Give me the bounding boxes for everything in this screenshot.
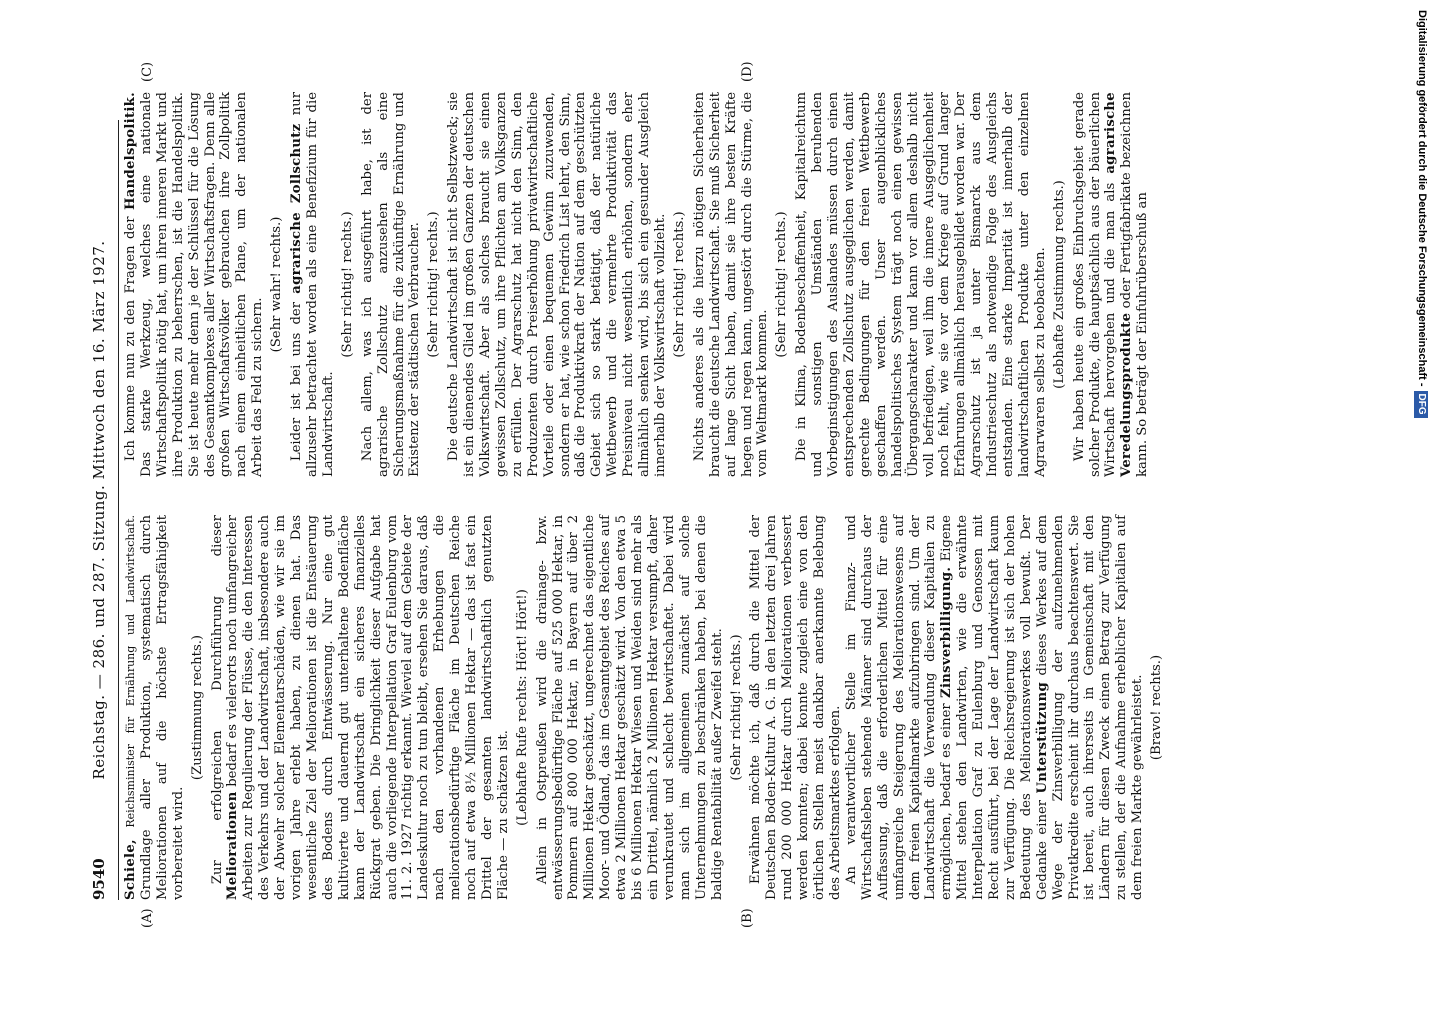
left-column [123,515,1169,900]
paragraph-text: Das starke Werkzeug, welches eine nationale Wirtschaftspolitik nötig hat, um ihren inneren Markt und ihre Produktion zu beherrschen, ist die Handelspolitik. Sie ist heute mehr denn je der Schlüssel für die Lösung des Gesamtkomplexes aller Wirtschaftsfragen. Denn alle großen Wirtschaftsvölker gebrauchen ihre Zollpolitik nach einem einheitlichen Plane, um der nationalen Arbeit das Feld zu sichern. [138,92,266,477]
paragraph-text: oder Fertigfabrikate bezeichnen kann. So beträgt der Einfuhrüberschuß an [1119,92,1151,477]
paragraph: Allein in Ostpreußen wird die drainage- bzw. entwässerungsbedürftige Fläche auf 525 000 Hektar, in Pommern auf 800 000 Hektar, in Bayern auf über 2 Millionen Hektar geschätzt, ungerechnet das eigentliche Moor- und Ödland, das im Gesamtgebiet des Reiches auf etwa 2 Millionen Hektar geschätzt wird. Von den etwa 5 bis 6 Millionen Hektar Wiesen und Weiden sind mehr als ein Drittel, nämlich 2 Millionen Hektar versumpft, daher verunkrautet und schlecht bewirtschaftet. Dabei wird man sich im allgemeinen zunächst auf solche Unternehmungen zu beschränken haben, bei denen die baldige Rentabilität außer Zweifel steht. [534,515,725,900]
paragraph-text: dieses Werkes auf dem Wege der Zinsverbilligung der aufzunehmenden Privatkredite erscheint ihr durchaus beachtenswert. Sie ist bereit, auch ihrerseits in Gemeinschaft mit den Ländern für diesen Zweck einen Betrag zur Verfügung zu stellen, der die Aufnahme erheblicher Kapitalien auf dem freien Markte gewährleistet. [1034,515,1146,900]
paragraph-text: nur allzusehr betrachtet worden als eine Benefizium für die Landwirtschaft. [289,92,336,477]
paragraph: Nichts anderes als die hierzu nötigen Sicherheiten braucht die deutsche Landwirtschaft. Sie muß Sicherheit auf lange Sicht haben, damit sie ihre besten Kräfte hegen und regen kann, ungestört durch die Stürme, die vom Weltmarkt kommen. [691,92,771,477]
interjection: (Sehr wahr! rechts.) [269,216,285,353]
funding-note-text: Digitalisierung gefördert durch die Deutsche Forschungsgemeinschaft - [1416,10,1428,387]
interjection: (Sehr richtig! rechts.) [728,634,744,781]
dfg-logo: DFG [1414,391,1428,418]
paragraph [123,515,187,900]
margin-marker-d: (D) [740,61,755,82]
header-rule [118,120,119,900]
right-column [123,92,1151,477]
interjection: (Sehr richtig! rechts.) [671,211,687,358]
interjection: (Lebhafte Rufe rechts: Hört! Hört!) [514,589,530,826]
emphasis: Zinsverbilligung. [939,566,955,698]
margin-marker-a: (A) [140,908,155,928]
paragraph [123,92,266,477]
emphasis: Unterstützung [1034,681,1050,794]
emphasis: agrarische Zollschutz [289,123,305,294]
funding-note [1410,0,1434,1010]
speaker-role: Reichsminister für Ernährung und Landwirtschaft. [124,515,137,828]
margin-marker-b: (B) [740,908,755,928]
session-title: Reichstag. — 286. und 287. Sitzung. Mittwoch den 16. März 1927. [90,240,108,780]
emphasis: Handelspolitik. [123,92,138,211]
paragraph-text: An verantwortlicher Stelle im Finanz- und Wirtschaftsleben stehende Männer sind durchaus der Auffassung, daß die erforderlichen Mittel für eine umfangreiche Steigerung des Meliorationswesens auf dem freien Kapitalmarkte aufzubringen sind. Um der Landwirtschaft die Verwendung dieser Kapitalien zu ermöglichen, bedarf es einer [843,515,955,900]
paragraph [844,515,1146,900]
emphasis: agrarische Veredelungsprodukte [1103,92,1135,477]
interjection: (Sehr richtig! rechts.) [426,211,442,358]
paragraph-text: Eigene Mittel stehen den Landwirten, wie die erwähnte Interpellation Graf zu Eulenburg und Genossen mit Recht ausführt, bei der Lage der Landwirtschaft kaum zur Verfügung. Die Reichsregierung ist sich der hohen Bedeutung des Meliorationswerkes voll bewußt. Der Gedanke einer [939,515,1050,900]
page-header [80,120,116,900]
emphasis: Meliorationen [225,791,241,900]
page-number: 9540 [90,858,108,900]
paragraph-text: Zur erfolgreichen Durchführung dieser [209,515,225,885]
interjection: (Lebhafte Zustimmung rechts.) [1051,180,1067,389]
paragraph-text: Ich komme nun zu den Fragen der [123,216,138,462]
paragraph [1072,92,1152,477]
paragraph [289,92,337,477]
paragraph: Die in Klima, Bodenbeschaffenheit, Kapitalreichtum und sonstigen Umständen beruhenden Vorbeginstigungen des Auslandes müssen durch einen entsprechenden Zollschutz ausgeglichen werden, damit gerechte Bedingungen für den freien Wettbewerb geschaffen werden. Unser augenblickliches handelspolitisches System trägt noch einen gewissen Übergangscharakter und kann vor allem deshalb nicht voll befriedigen, weil ihm die innere Ausgeglichenheit noch fehlt, wie sie vor dem Kriege auf Grund langer Erfahrungen allmählich herausgebildet worden war. Der Agrarschutz ist ja unter Bismarck aus dem Industrieschutz als notwendige Folge des Ausgleichs entstanden. Eine starke Imparität ist innerhalb der landwirtschaftlichen Produkte unter den einzelnen Agrarwaren selbst zu beobachten. [794,92,1048,477]
paragraph: Die deutsche Landwirtschaft ist nicht Selbstzweck; sie ist ein dienendes Glied im großen Ganzen der deutschen Volkswirtschaft. Aber als solches braucht sie einen gewissen Zollschutz, um ihre Pflichten am Volksganzen zu erfüllen. Der Agrarschutz hat nicht den Sinn, den Produzenten durch Preiserhöhung privatwirtschaftliche Vorteile oder einen bequemen Gewinn zuzuwenden, sondern er hat, wie schon Friedrich List lehrt, den Sinn, daß die Produktivkraft der Nation auf dem geschützten Gebiet sich so stark betätigt, daß der natürliche Wettbewerb und die vermehrte Produktivität das Preisniveau nicht wesentlich erhöhen, sondern eher allmählich senken wird, bis sich ein gesunder Ausgleich innerhalb der Volkswirtschaft vollzieht. [446,92,668,477]
paragraph-text: Wir haben heute ein großes Einbruchsgebiet gerade solcher Produkte, die hauptsächlich aus der bäuerlichen Wirtschaft hervorgehen und die man als [1071,92,1119,477]
paragraph-text: Leider ist bei uns der [289,301,305,462]
funding-note-strip [1410,0,1434,1000]
paragraph: Nach allem, was ich ausgeführt habe, ist der agrarische Zollschutz anzusehen als eine Sicherungsmaßnahme für die zukünftige Ernährung und Existenz der städtischen Verbraucher. [359,92,423,477]
interjection: (Sehr richtig! rechts.) [339,211,355,358]
margin-marker-c: (C) [140,61,155,82]
speaker-name: Schiele, [123,839,138,900]
paragraph: Erwähnen möchte ich, daß durch die Mittel der Deutschen Boden-Kultur A. G. in den letzten drei Jahren rund 200 000 Hektar durch Meliorationen verbessert werden konnten; dabei konnte zugleich eine von den örtlichen Stellen meist dankbar anerkannte Belebung des Arbeitsmarktes erfolgen. [748,515,843,900]
paragraph [210,515,512,900]
interjection: (Bravo! rechts.) [1149,654,1165,761]
interjection: (Zustimmung rechts.) [189,634,205,781]
interjection: (Sehr richtig! rechts.) [774,211,790,358]
paragraph-text: bedarf es vielerorts noch umfangreicher Arbeiten zur Regulierung der Flüsse, die den Interessen des Verkehrs und der Landwirtschaft, insbesondere auch der Abwehr solcher Elementarschäden, wie wir sie im vorigen Jahre erlebt haben, zu dienen hat. Das wesentliche Ziel der Meliorationen ist die Entsäuerung des Bodens durch Entwässerung. Nur eine gut kultivierte und dauernd gut unterhaltene Bodenfläche kann der Landwirtschaft ein sicheres finanzielles Rückgrat geben. Die Dringlichkeit dieser Aufgabe hat auch die vorliegende Interpellation Graf Eulenburg vom 11. 2. 1927 richtig erkannt. Wieviel auf dem Gebiete der Landeskultur noch zu tun bleibt, ersehen Sie daraus, daß nach den vorhandenen Erhebungen die meliorationsbedürftige Fläche im Deutschen Reiche noch auf etwa 8½ Millionen Hektar — das ist fast ein Drittel der gesamten landwirtschaftlich genutzten Fläche — zu schätzen ist. [225,515,511,900]
paragraph-text: Grundlage aller Produktion, systematisch durch Meliorationen auf die höchste Ertragsfähigkeit vorbereitet wird. [138,515,186,900]
